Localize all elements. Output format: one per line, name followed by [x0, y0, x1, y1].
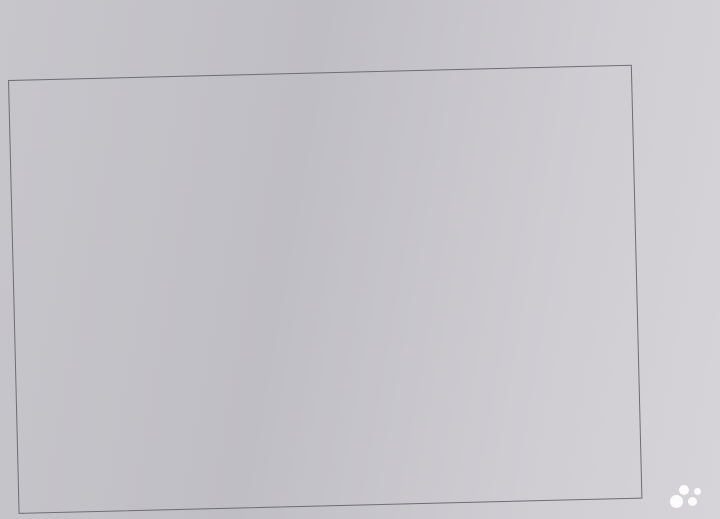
avito-watermark [670, 485, 708, 509]
spec-table [8, 65, 642, 514]
avito-logo-icon [670, 485, 704, 509]
